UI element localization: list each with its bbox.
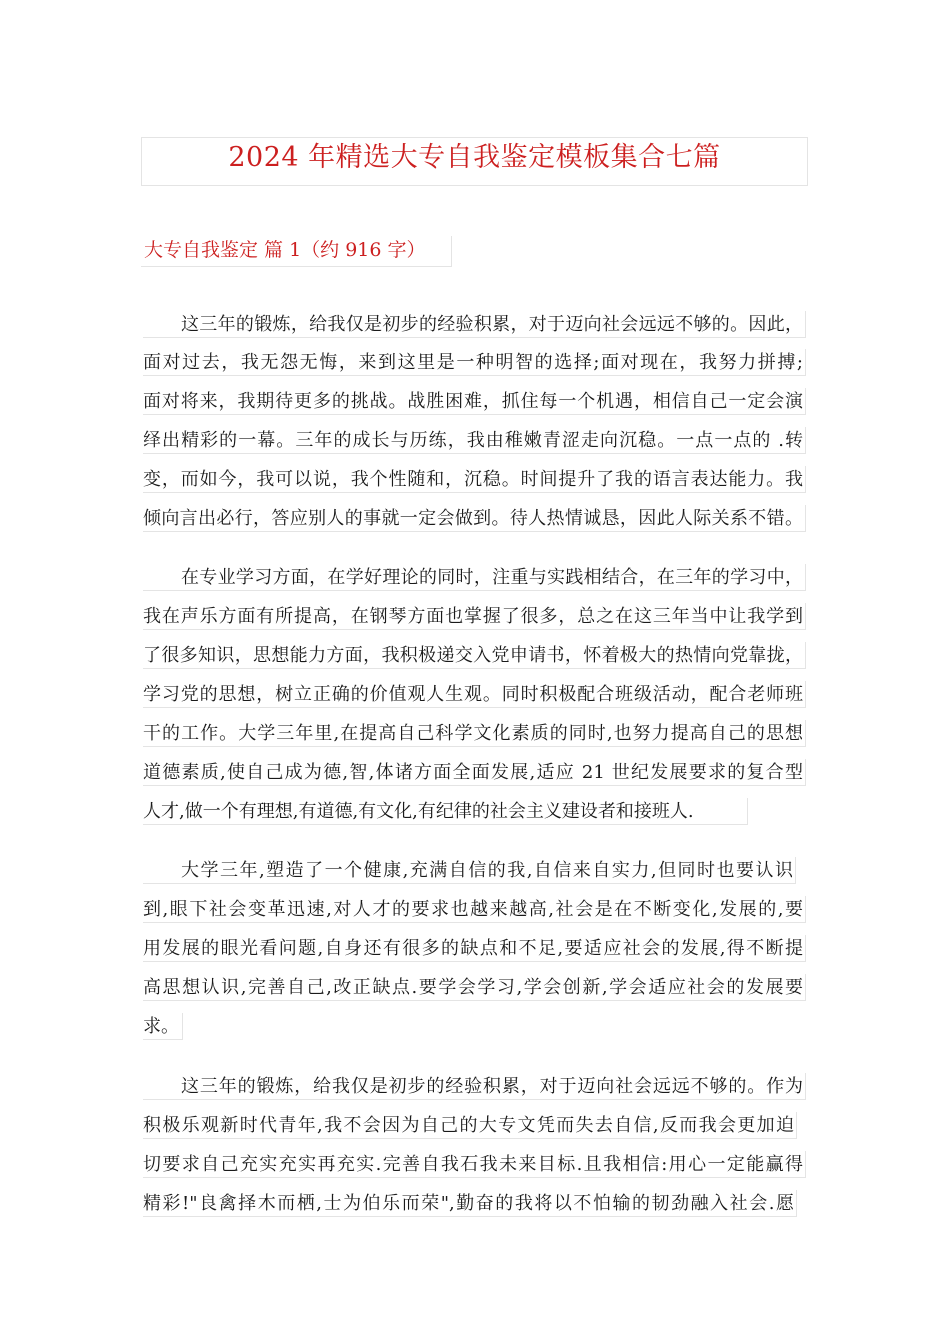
paragraph-2-line-5: 干的工作。大学三年里,在提高自己科学文化素质的同时,也努力提高自己的思想: [143, 720, 806, 747]
paragraph-2-line-2: 我在声乐方面有所提高，在钢琴方面也掌握了很多，总之在这三年当中让我学到: [143, 603, 806, 630]
paragraph-4-line-2: 积极乐观新时代青年,我不会因为自己的大专文凭而失去自信,反而我会更加迫: [143, 1112, 797, 1139]
paragraph-3-line-2: 到,眼下社会变革迅速,对人才的要求也越来越高,社会是在不断变化,发展的,要: [143, 896, 806, 923]
paragraph-2-line-4: 学习党的思想，树立正确的价值观人生观。同时积极配合班级活动，配合老师班: [143, 681, 806, 708]
paragraph-2-line-6: 道德素质,使自己成为德,智,体诸方面全面发展,适应 21 世纪发展要求的复合型: [143, 759, 806, 786]
paragraph-1-line-5: 变，而如今，我可以说，我个性随和，沉稳。时间提升了我的语言表达能力。我: [143, 466, 806, 493]
paragraph-2-line-7: 人才,做一个有理想,有道德,有文化,有纪律的社会主义建设者和接班人.: [143, 798, 748, 825]
paragraph-1-line-3: 面对将来，我期待更多的挑战。战胜困难，抓住每一个机遇，相信自己一定会演: [143, 388, 806, 415]
document-title-box: [141, 137, 808, 186]
paragraph-1-line-1: 这三年的锻炼，给我仅是初步的经验积累，对于迈向社会远远不够的。因此，: [143, 311, 806, 338]
paragraph-4-line-4: 精彩!"良禽择木而栖,士为伯乐而荣",勤奋的我将以不怕输的韧劲融入社会.愿: [143, 1190, 797, 1217]
section-heading: 大专自我鉴定 篇 1（约 916 字）: [144, 239, 426, 261]
document-title: 2024 年精选大专自我鉴定模板集合七篇: [228, 142, 721, 173]
paragraph-2-line-3: 了很多知识，思想能力方面，我积极递交入党申请书，怀着极大的热情向党靠拢，: [143, 642, 806, 669]
paragraph-1-line-2: 面对过去，我无怨无悔，来到这里是一种明智的选择;面对现在，我努力拼搏;: [143, 349, 806, 376]
paragraph-1-line-4: 绎出精彩的一幕。三年的成长与历练，我由稚嫩青涩走向沉稳。一点一点的 .转: [143, 427, 806, 454]
paragraph-3-line-5: 求。: [143, 1013, 183, 1040]
paragraph-4-line-1: 这三年的锻炼，给我仅是初步的经验积累，对于迈向社会远远不够的。作为: [143, 1073, 806, 1100]
paragraph-1-line-6: 倾向言出必行，答应别人的事就一定会做到。待人热情诚恳，因此人际关系不错。: [143, 505, 806, 532]
paragraph-2-line-1: 在专业学习方面，在学好理论的同时，注重与实践相结合，在三年的学习中，: [143, 564, 806, 591]
section-heading-box: [141, 236, 452, 267]
paragraph-3-line-4: 高思想认识,完善自己,改正缺点.要学会学习,学会创新,学会适应社会的发展要: [143, 974, 806, 1001]
paragraph-4-line-3: 切要求自己充实充实再充实.完善自我石我未来目标.且我相信:用心一定能赢得: [143, 1151, 806, 1178]
paragraph-3-line-1: 大学三年,塑造了一个健康,充满自信的我,自信来自实力,但同时也要认识: [143, 857, 796, 884]
paragraph-3-line-3: 用发展的眼光看问题,自身还有很多的缺点和不足,要适应社会的发展,得不断提: [143, 935, 806, 962]
